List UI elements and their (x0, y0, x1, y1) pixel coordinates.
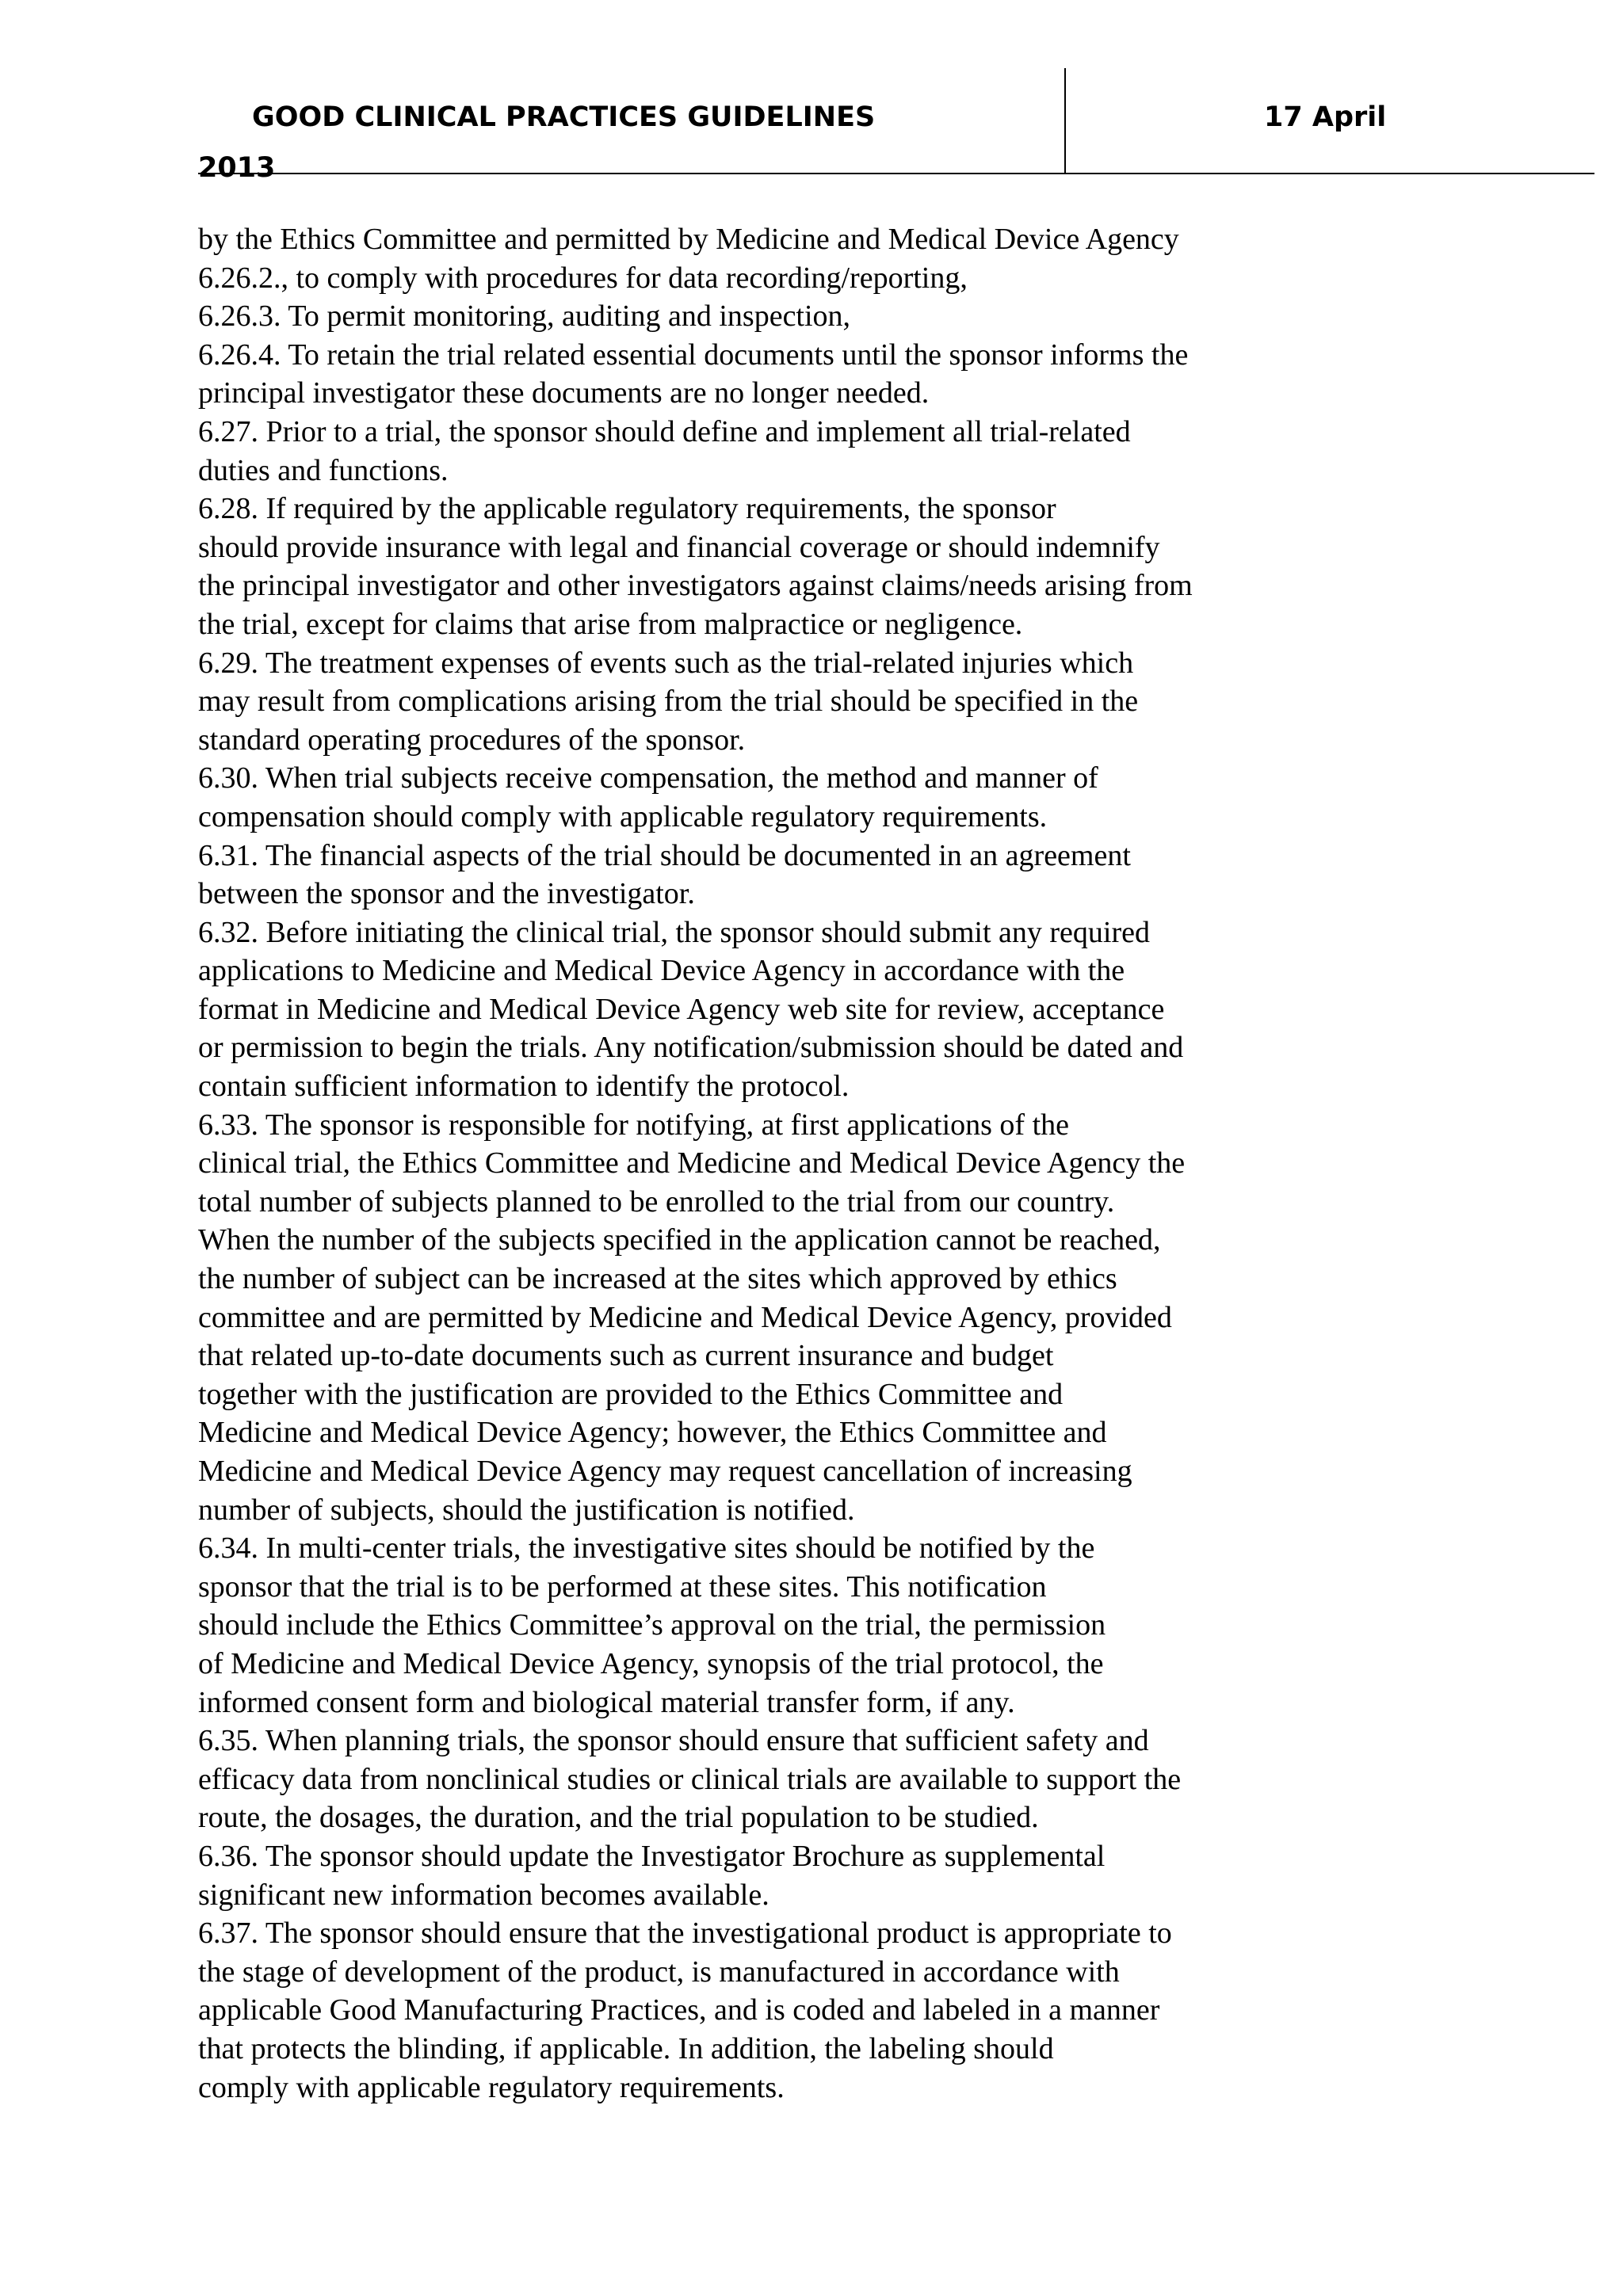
text-line: 6.37. The sponsor should ensure that the investigational product is appropriate to (198, 1917, 1172, 1951)
text-line: 6.31. The financial aspects of the trial should be documented in an agreement (198, 838, 1131, 872)
text-line: committee and are permitted by Medicine and Medical Device Agency, provided (198, 1300, 1172, 1334)
text-line: number of subjects, should the justification is notified. (198, 1493, 855, 1527)
text-line: 6.27. Prior to a trial, the sponsor should define and implement all trial-related (198, 414, 1131, 448)
text-line: 6.30. When trial subjects receive compensation, the method and manner of (198, 761, 1098, 795)
text-line: sponsor that the trial is to be performed at these sites. This notification (198, 1569, 1047, 1604)
text-line: or permission to begin the trials. Any notification/submission should be dated and (198, 1031, 1184, 1065)
text-line: duties and functions. (198, 453, 449, 487)
text-line: that protects the blinding, if applicable. In addition, the labeling should (198, 2031, 1054, 2065)
text-line: 6.35. When planning trials, the sponsor should ensure that sufficient safety and (198, 1724, 1149, 1758)
text-line: contain sufficient information to identify the protocol. (198, 1070, 850, 1104)
text-line: principal investigator these documents are no longer needed. (198, 376, 930, 410)
text-line: clinical trial, the Ethics Committee and Medicine and Medical Device Agency the (198, 1146, 1186, 1180)
header-date: 17 April (1264, 101, 1387, 133)
text-line: 6.26.3. To permit monitoring, auditing and inspection, (198, 299, 851, 334)
header-rule (198, 173, 1594, 174)
document-body (198, 220, 1280, 2145)
text-line: route, the dosages, the duration, and the trial population to be studied. (198, 1801, 1039, 1835)
text-line (198, 2107, 1280, 2145)
text-line: significant new information becomes available. (198, 1878, 769, 1912)
text-line: the principal investigator and other investigators against claims/needs arising from (198, 569, 1193, 603)
text-line: standard operating procedures of the sponsor. (198, 723, 746, 757)
text-line: 6.36. The sponsor should update the Investigator Brochure as supplemental (198, 1839, 1106, 1873)
text-line: 6.26.2., to comply with procedures for data recording/reporting, (198, 261, 968, 295)
text-line: applications to Medicine and Medical Device Agency in accordance with the (198, 954, 1125, 988)
text-line: total number of subjects planned to be enrolled to the trial from our country. (198, 1184, 1115, 1219)
header-divider (1064, 68, 1066, 174)
text-line: When the number of the subjects specified in the application cannot be reached, (198, 1223, 1161, 1257)
text-line: format in Medicine and Medical Device Agency web site for review, acceptance (198, 992, 1165, 1026)
text-line: the stage of development of the product, is manufactured in accordance with (198, 1955, 1120, 1989)
text-line: together with the justification are provided to the Ethics Committee and (198, 1377, 1064, 1411)
text-line: of Medicine and Medical Device Agency, synopsis of the trial protocol, the (198, 1646, 1104, 1680)
text-line: informed consent form and biological material transfer form, if any. (198, 1685, 1015, 1719)
text-line: compensation should comply with applicable regulatory requirements. (198, 799, 1048, 833)
text-line: should include the Ethics Committee’s approval on the trial, the permission (198, 1608, 1106, 1642)
text-line: efficacy data from nonclinical studies or clinical trials are available to support the (198, 1762, 1182, 1796)
text-line: 6.34. In multi-center trials, the investigative sites should be notified by the (198, 1531, 1095, 1566)
text-line: 6.26.4. To retain the trial related essential documents until the sponsor informs the (198, 338, 1189, 372)
header-title: GOOD CLINICAL PRACTICES GUIDELINES (252, 101, 876, 133)
text-line: between the sponsor and the investigator. (198, 877, 695, 911)
text-line: may result from complications arising from the trial should be specified in the (198, 685, 1139, 719)
text-line: that related up-to-date documents such as current insurance and budget (198, 1339, 1054, 1373)
text-line: Medicine and Medical Device Agency may request cancellation of increasing (198, 1455, 1132, 1488)
text-line: applicable Good Manufacturing Practices, and is coded and labeled in a manner (198, 1993, 1160, 2027)
text-line: 6.33. The sponsor is responsible for notifying, at first applications of the (198, 1108, 1070, 1142)
text-line: should provide insurance with legal and financial coverage or should indemnify (198, 530, 1160, 564)
text-line: 6.28. If required by the applicable regulatory requirements, the sponsor (198, 492, 1056, 526)
text-line: the number of subject can be increased at the sites which approved by ethics (198, 1262, 1117, 1296)
text-line: Medicine and Medical Device Agency; however, the Ethics Committee and (198, 1416, 1107, 1450)
text-line: 6.32. Before initiating the clinical trial, the sponsor should submit any required (198, 915, 1150, 949)
text-line: 6.29. The treatment expenses of events such as the trial-related injuries which (198, 646, 1134, 680)
text-line: the trial, except for claims that arise from malpractice or negligence. (198, 607, 1023, 641)
text-line: by the Ethics Committee and permitted by Medicine and Medical Device Agency (198, 223, 1179, 256)
header-year: 2013 (198, 152, 276, 184)
text-line: comply with applicable regulatory requirements. (198, 2070, 785, 2104)
